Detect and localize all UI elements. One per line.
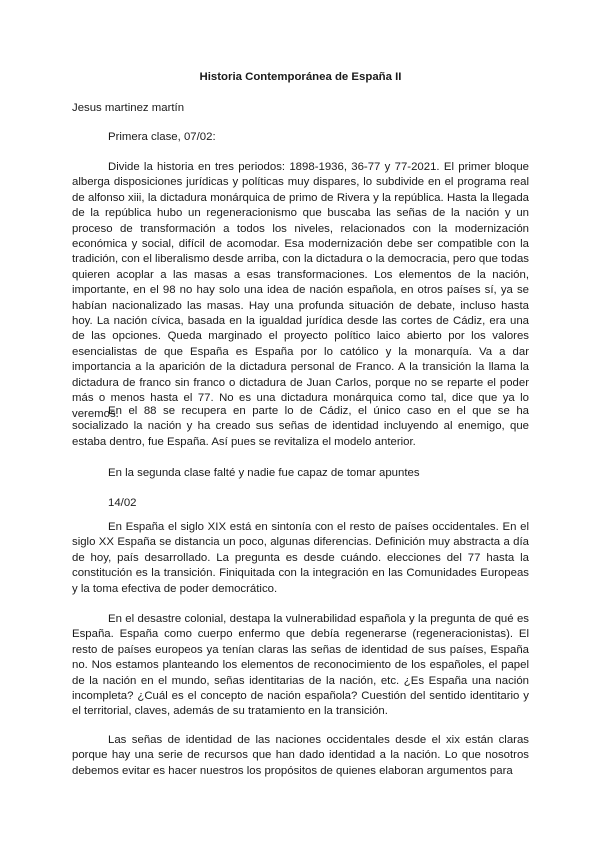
document-title: Historia Contemporánea de España II (199, 71, 402, 83)
missed-class-note: En la segunda clase falté y nadie fue capaz de tomar apuntes (108, 467, 420, 479)
paragraph-cadiz: En el 88 se recupera en parte lo de Cádiz, el único caso en el que se ha socializado la nación y ha creado sus señas de identidad incluyendo al enemigo, que estaba dentro, fue España. Así pues se revitaliza el modelo anterior. (72, 405, 529, 448)
paragraph-senas-identidad: Las señas de identidad de las naciones occidentales desde el xix están claras porque hay una serie de recursos que han dado identidad a la nación. Lo que nosotros debemos evitar es hacer nuestros los propósitos de quienes elaboran argumentos para (72, 734, 529, 777)
paragraph-periods: Divide la historia en tres periodos: 1898-1936, 36-77 y 77-2021. El primer bloque alberga disposiciones jurídicas y políticas muy dispares, lo subdivide en el programa real de alfonso xiii, la dictadura monárquica de primo de Rivera y la república. Hasta la llegada de la república hubo un regeneracionismo que buscaba las señas de la nación y un proceso de transformación a todos los niveles, relacionados con la modernización económica y social, difícil de acomodar. Esa modernización debe ser compatible con la tradición, con el liberalismo desde arriba, con la dictadura o la democracia, pero que todas quieren acoplar a las masas a esas transformaciones. Los elementos de la nación, importante, en el 98 no hay solo una idea de nación española, en otros países sí, ya se habían nacionalizado las masas. Hay una profunda situación de debate, incluso hasta hoy. La nación cívica, basada en la igualdad jurídica desde las cortes de Cádiz, era una de las opciones. Queda marginado el proyecto político laico abierto por los valores esencialistas de que España es España por lo católico y la monarquía. Va a dar importancia a la aparición de la dictadura personal de Franco. A la transición la llama la dictadura de franco sin franco o dictadura de Juan Carlos, porque no se reparte el poder más o menos hasta el 77. No es una dictadura monárquica como tal, dice que ya lo veremos. (72, 161, 529, 420)
paragraph-desastre-colonial: En el desastre colonial, destapa la vulnerabilidad española y la pregunta de qué es España. España como cuerpo enfermo que debía regenerarse (regeneracionistas). El resto de países europeos ya tenían claras las señas de identidad de sus países, España no. Nos estamos planteando los elementos de reconocimiento de los españoles, el papel de la nación en el mundo, señas identitarias de la nación, etc. ¿Es España una nación incompleta? ¿Cuál es el concepto de nación española? Cuestión del sentido identitario y el territorial, claves, además de su tratamiento en la transición. (72, 613, 529, 718)
author-name: Jesus martinez martín (72, 102, 185, 114)
class-heading-first: Primera clase, 07/02: (108, 131, 216, 143)
paragraph-siglo-xix: En España el siglo XIX está en sintonía con el resto de países occidentales. En el siglo XX España se distancia un poco, algunas diferencias. Definición muy abstracta a día de hoy, país desarrollado. La pregunta es desde cuándo. elecciones del 77 hasta la constitución es la transición. Finiquitada con la integración en las Comunidades Europeas y la toma efectiva de poder democrático. (72, 521, 529, 595)
class-date-second: 14/02 (108, 497, 137, 509)
